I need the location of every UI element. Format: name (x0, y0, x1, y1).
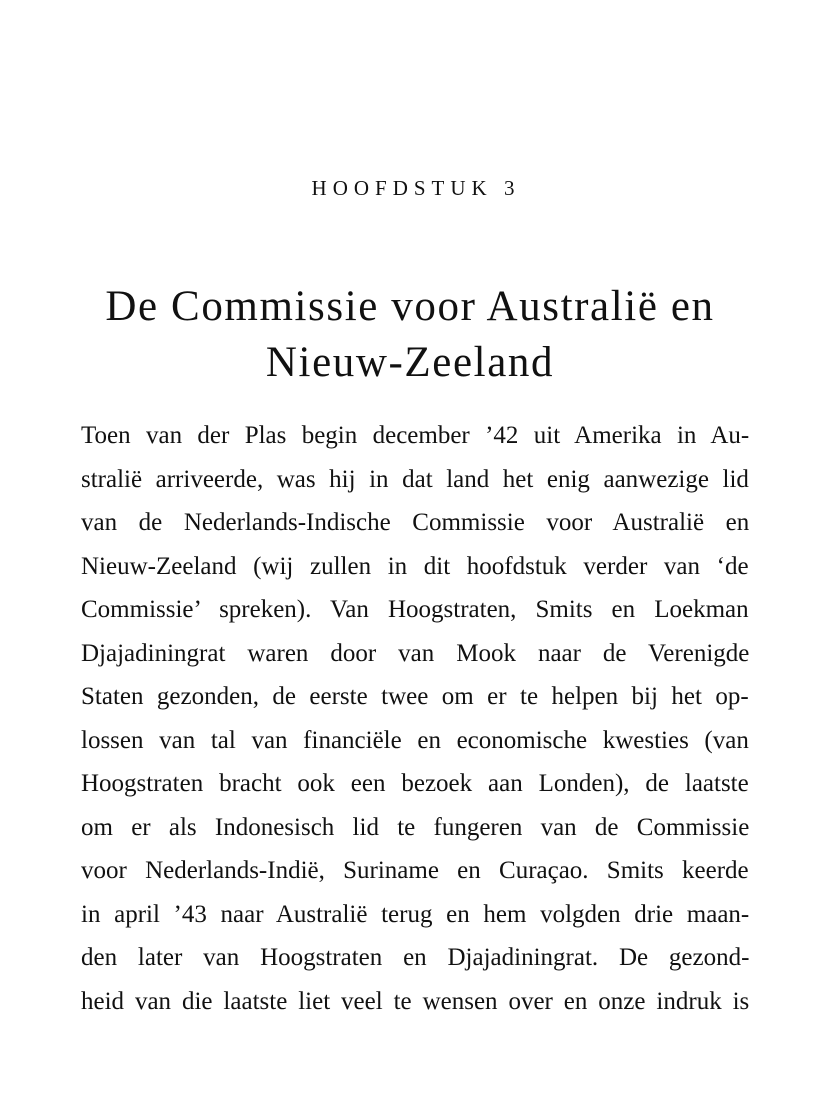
chapter-label: HOOFDSTUK 3 (311, 176, 521, 200)
text-line: Commissie’ spreken). Van Hoogstraten, Smits en Loekman (81, 596, 749, 623)
text-line: den later van Hoogstraten en Djajadiningrat. De gezond- (81, 944, 750, 971)
text-line: Djajadiningrat waren door van Mook naar de Verenigde (81, 639, 750, 667)
text-line: in april ’43 naar Australië terug en hem volgden drie maan- (81, 900, 750, 928)
text-line: voor Nederlands-Indië, Suriname en Curaçao. Smits keerde (81, 857, 749, 884)
chapter-title-line: De Commissie voor Australië en (105, 283, 715, 330)
chapter-title-line: Nieuw-Zeeland (265, 339, 555, 386)
text-line: om er als Indonesisch lid te fungeren van de Commissie (81, 813, 750, 841)
chapter-title (60, 279, 760, 391)
text-line: lossen van tal van financiële en economische kwesties (van (81, 726, 749, 754)
text-line: van de Nederlands-Indische Commissie voor Australië en (81, 509, 750, 536)
text-line: heid van die laatste liet veel te wensen over en onze indruk is (81, 987, 750, 1015)
text-line: Hoogstraten bracht ook een bezoek aan Londen), de laatste (81, 770, 749, 797)
text-line: stralië arriveerde, was hij in dat land het enig aanwezige lid (81, 465, 749, 493)
text-line: Toen van der Plas begin december ’42 uit Amerika in Au- (81, 422, 750, 449)
body-text (81, 414, 749, 1023)
text-line: Nieuw-Zeeland (wij zullen in dit hoofdstuk verder van ‘de (81, 552, 749, 580)
text-line: Staten gezonden, de eerste twee om er te helpen bij het op- (81, 683, 749, 710)
